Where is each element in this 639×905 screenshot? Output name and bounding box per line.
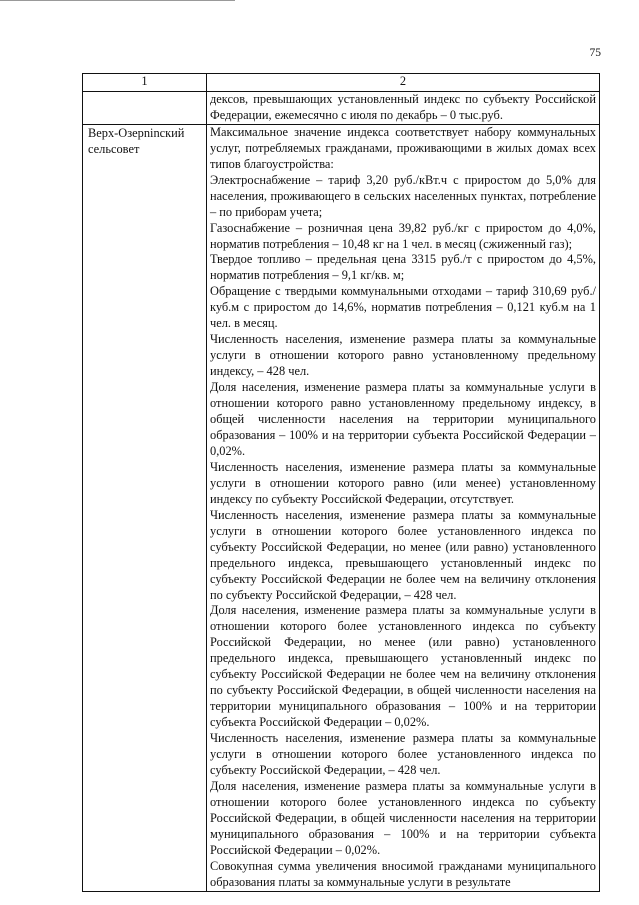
- description-cell: [207, 91, 600, 124]
- paragraph: Совокупная сумма увеличения вносимой гражданами муниципального образования платы за коммунальные услуги в результате: [210, 858, 596, 889]
- entity-name: Верх-Озерninский сельсовет: [88, 125, 185, 156]
- paragraph: Численность населения, изменение размера платы за коммунальные услуги в отношении которого более установленного индекса по субъекту Российской Федерации, – 428 чел.: [210, 731, 596, 777]
- entity-cell: [83, 124, 207, 891]
- description-cell: [207, 124, 600, 891]
- paragraph: Доля населения, изменение размера платы за коммунальные услуги в отношении которого более установленного индекса по субъекту Российской Федерации, в общей численности населения на территории муниципального образования – 100% и на территории субъекта Российской Федерации – 0,02%.: [210, 778, 596, 857]
- page-number: 75: [589, 47, 601, 59]
- column-header-1: 1: [83, 74, 207, 92]
- paragraph: Твердое топливо – предельная цена 3315 руб./т с приростом до 4,5%, норматив потребления – 9,1 кг/кв. м;: [210, 252, 596, 283]
- paragraph: дексов, превышающих установленный индекс по субъекту Российской Федерации, ежемесячно с июля по декабрь – 0 тыс.руб.: [210, 91, 596, 122]
- document-table: [82, 73, 600, 892]
- paragraph: Обращение с твердыми коммунальными отходами – тариф 310,69 руб./куб.м с приростом до 14,6%, норматив потребления – 0,121 куб.м на 1 чел. в месяц.: [210, 284, 596, 331]
- paragraph: Газоснабжение – розничная цена 39,82 руб./кг с приростом до 4,0%, норматив потребления – 10,48 кг на 1 чел. в месяц (сжиженный газ);: [210, 220, 596, 251]
- table-row: [83, 91, 600, 124]
- paragraph: Численность населения, изменение размера платы за коммунальные услуги в отношении которого равно установленному предельному индексу, – 428 чел.: [210, 332, 596, 379]
- entity-cell: [83, 91, 207, 124]
- table-row: [83, 124, 600, 891]
- paragraph: Доля населения, изменение размера платы за коммунальные услуги в отношении которого более установленного индекса по субъекту Российской Федерации, но менее (или равно) установленного предельного индекса, превышающего установленный индекс по субъекту Российской Федерации не более чем на величину отклонения по субъекту Российской Федерации, в общей численности населения на территории муниципального образования – 100% и на территории субъекта Российской Федерации – 0,02%.: [210, 603, 596, 730]
- paragraph: Численность населения, изменение размера платы за коммунальные услуги в отношении которого более установленного индекса по субъекту Российской Федерации, но менее (или равно) установленного предельного индекса, превышающего установленный индекс по субъекту Российской Федерации не более чем на величину отклонения по субъекту Российской Федерации, – 428 чел.: [210, 507, 596, 602]
- table-header-row: [83, 74, 600, 92]
- paragraph: Электроснабжение – тариф 3,20 руб./кВт.ч с приростом до 5,0% для населения, проживающего в сельских населенных пунктах, потребление – по приборам учета;: [210, 172, 596, 219]
- paragraph: Численность населения, изменение размера платы за коммунальные услуги в отношении которого равно (или менее) установленному индексу по субъекту Российской Федерации, отсутствует.: [210, 459, 596, 506]
- scan-edge-line: [0, 0, 235, 1]
- paragraph: Доля населения, изменение размера платы за коммунальные услуги в отношении которого равно установленному предельному индексу, в общей численности населения на территории муниципального образования – 100% и на территории субъекта Российской Федерации – 0,02%.: [210, 380, 596, 458]
- paragraph: Максимальное значение индекса соответствует набору коммунальных услуг, потребляемых гражданами, проживающими в жилых домах всех типов благоустройства:: [210, 124, 596, 171]
- column-header-2: 2: [207, 74, 600, 92]
